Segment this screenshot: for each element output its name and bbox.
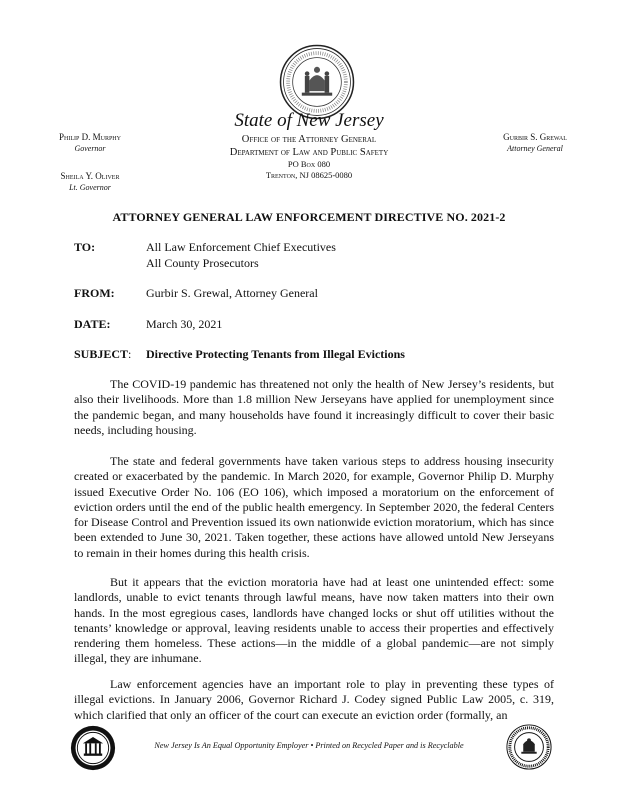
police-badge-icon — [505, 723, 553, 771]
right-officials — [470, 132, 600, 154]
lt-governor-name: Sheila Y. Oliver — [60, 171, 120, 181]
subject-label: SUBJECT: — [74, 347, 132, 361]
lt-governor-title: Lt. Governor — [69, 183, 111, 192]
paragraph: The COVID-19 pandemic has threatened not only the health of New Jersey’s residents, but also their livelihoods. More than 1.8 million New Jerseyans have applied for unemployment since the pandemic began, and many households have found it increasingly difficult to cover their basic needs, including housing. — [74, 377, 554, 437]
paragraph: Law enforcement agencies have an important role to play in preventing these types of illegal evictions. In January 2006, Governor Richard J. Codey signed Public Law 2005, c. 319, which clarified that only an officer of the court can execute an eviction order (formally, an — [74, 677, 554, 722]
subject-value: Directive Protecting Tenants from Illegal Evictions — [146, 347, 405, 361]
state-seal-icon — [279, 44, 355, 120]
address-line: Trenton, NJ 08625-0080 — [265, 170, 353, 180]
department-line: Department of Law and Public Safety — [229, 147, 389, 158]
from-value: Gurbir S. Grewal, Attorney General — [146, 286, 318, 300]
to-line: All Law Enforcement Chief Executives — [146, 240, 336, 254]
from-label: FROM: — [74, 286, 115, 300]
attorney-general-name: Gurbir S. Grewal — [503, 132, 567, 142]
directive-title: ATTORNEY GENERAL LAW ENFORCEMENT DIRECTIVE NO. 2021-2 — [112, 210, 506, 224]
governor-title: Governor — [74, 144, 106, 153]
paragraph: But it appears that the eviction moratoria have had at least one unintended effect: some landlords, unable to evict tenants through lawful means, have now taken matters into their own hands. In the most egregious cases, landlords have changed locks or shut off utilities without the tenants’ knowledge or approval, leaving residents unable to access their properties and effectively rendering them homeless. These actions—in the middle of a global pandemic—are not simply illegal, they are inhumane. — [74, 575, 554, 666]
state-title: State of New Jersey — [234, 110, 384, 131]
paragraph: The state and federal governments have taken various steps to address housing insecurity created or exacerbated by the pandemic. In March 2020, for example, Governor Philip D. Murphy issued Executive Order No. 106 (EO 106), which imposed a moratorium on the enforcement of eviction orders until the end of the public health emergency. In September 2020, the federal Centers for Disease Control and Prevention issued its own nationwide eviction moratorium, which has since been extended to June 30, 2021. Taken together, these actions have allowed untold New Jerseyans to remain in their homes during this health crisis. — [74, 454, 554, 560]
left-officials — [20, 132, 160, 193]
date-value: March 30, 2021 — [146, 317, 223, 331]
to-line: All County Prosecutors — [146, 256, 259, 270]
office-line: Office of the Attorney General — [241, 134, 377, 145]
footer-text: New Jersey Is An Equal Opportunity Employer • Printed on Recycled Paper and is Recyclable — [154, 741, 464, 750]
to-label: TO: — [74, 240, 96, 254]
address-line: PO Box 080 — [287, 159, 331, 169]
date-label: DATE: — [74, 317, 111, 331]
attorney-general-title: Attorney General — [507, 144, 563, 153]
governor-name: Philip D. Murphy — [59, 132, 121, 142]
